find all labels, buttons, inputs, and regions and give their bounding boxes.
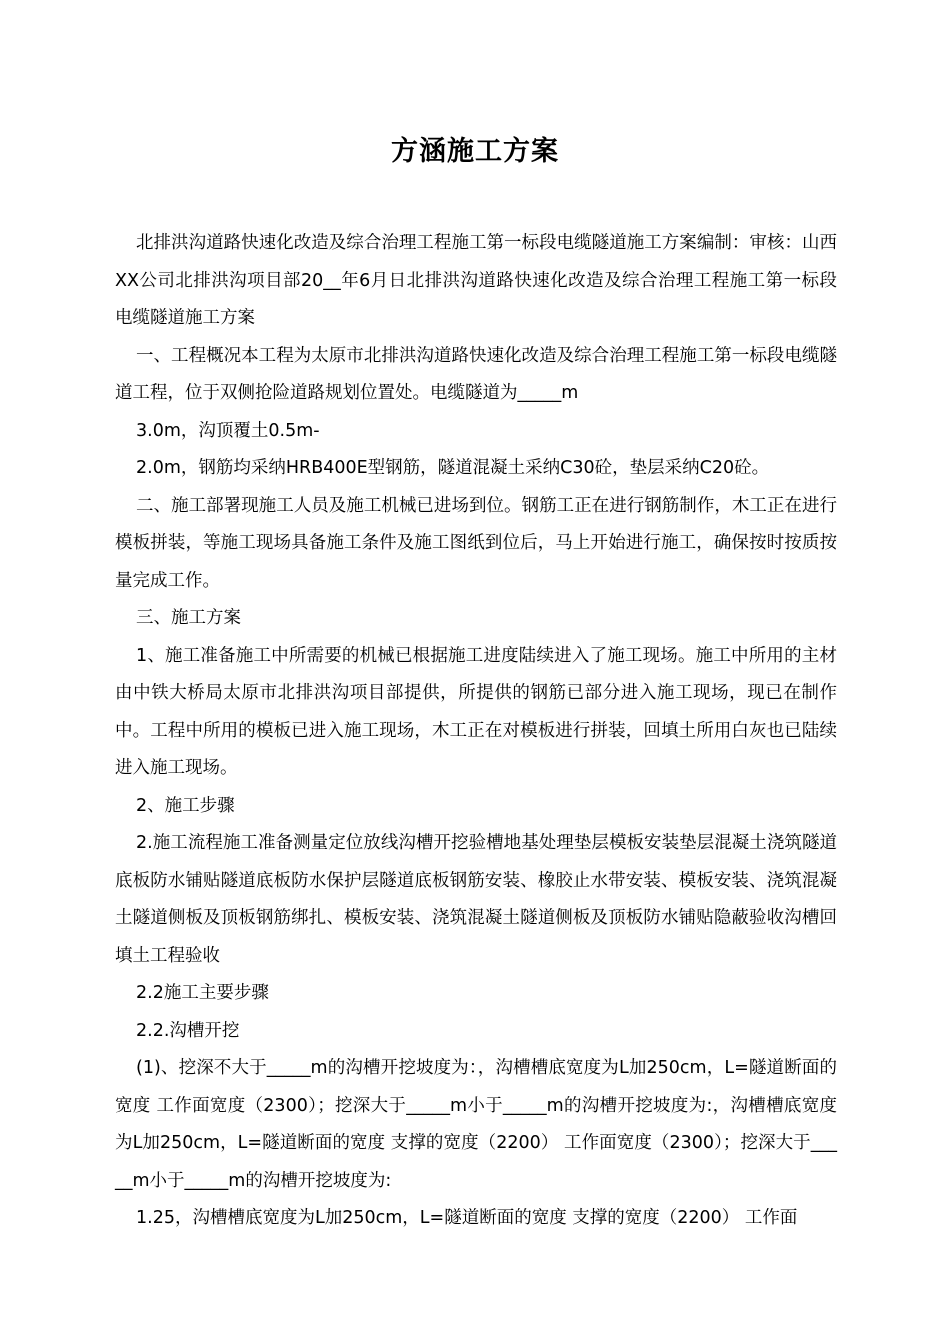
paragraph-excavation-continued: 1.25，沟槽槽底宽度为L加250cm，L=隧道断面的宽度 支撑的宽度（2200） 工作面 — [136, 1208, 798, 1228]
section-heading-trench-excavation: 2.2.沟槽开挖 — [136, 1020, 240, 1041]
paragraph-process-flow: 2.施工流程施工准备测量定位放线沟槽开挖验槽地基处理垫层模板安装垫层混凝土浇筑隧道底板防水铺贴隧道底板防水保护层隧道底板钢筋安装、橡胶止水带安装、模板安装、浇筑混凝土隧道侧板及顶板钢筋绑扎、模板安装、浇筑混凝土隧道侧板及顶板防水铺贴隐蔽验收沟槽回填土工程验收 — [115, 833, 837, 966]
section-heading-construction-plan: 三、施工方案 — [136, 608, 241, 628]
section-heading-main-steps: 2.2施工主要步骤 — [136, 983, 269, 1003]
document-title: 方涵施工方案 — [391, 136, 559, 167]
document-body — [115, 225, 837, 1238]
paragraph-dimensions: 3.0m，沟顶覆土0.5m- — [136, 420, 320, 441]
paragraph-project-overview: 一、工程概况本工程为太原市北排洪沟道路快速化改造及综合治理工程施工第一标段电缆隧道工程，位于双侧抢险道路规划位置处。电缆隧道为_____m — [115, 345, 837, 403]
paragraph-materials: 2.0m，钢筋均采纳HRB400E型钢筋，隧道混凝土采纳C30砼，垫层采纳C20砼。 — [136, 458, 770, 478]
paragraph-preparation: 1、施工准备施工中所需要的机械已根据施工进度陆续进入了施工现场。施工中所用的主材由中铁大桥局太原市北排洪沟项目部提供，所提供的钢筋已部分进入施工现场，现已在制作中。工程中所用的模板已进入施工现场，木工正在对模板进行拼装，回填土所用白灰也已陆续进入施工现场。 — [115, 645, 837, 778]
section-heading-steps: 2、施工步骤 — [136, 795, 235, 816]
paragraph-deployment: 二、施工部署现施工人员及施工机械已进场到位。钢筋工正在进行钢筋制作，木工正在进行模板拼装，等施工现场具备施工条件及施工图纸到位后，马上开始进行施工，确保按时按质按量完成工作。 — [115, 495, 837, 591]
paragraph-excavation-slope: (1)、挖深不大于_____m的沟槽开挖坡度为：，沟槽槽底宽度为L加250cm，L=隧道断面的宽度 工作面宽度（2300）；挖深大于_____m小于_____m的沟槽开挖坡度为:，沟槽槽底宽度为L加250cm，L=隧道断面的宽度 支撑的宽度（2200） 工作面宽度（2300）；挖深大于_____m小于_____m的沟槽开挖坡度为: — [115, 1058, 837, 1191]
paragraph-header-info: 北排洪沟道路快速化改造及综合治理工程施工第一标段电缆隧道施工方案编制：审核：山西XX公司北排洪沟项目部20__年6月日北排洪沟道路快速化改造及综合治理工程施工第一标段电缆隧道施工方案 — [115, 233, 837, 328]
